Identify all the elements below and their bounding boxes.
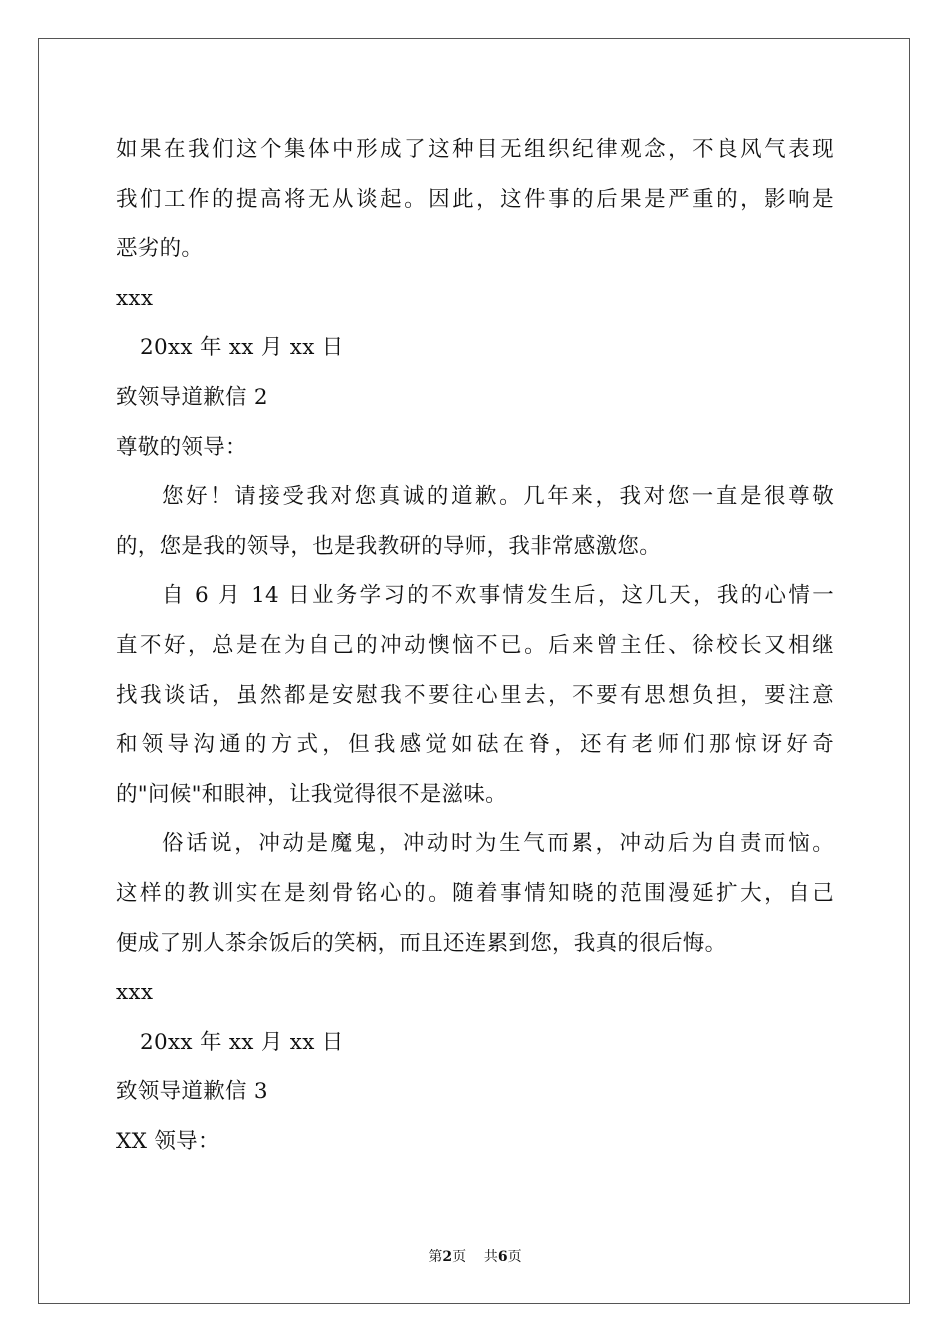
paragraph-line: 您好！请接受我对您真诚的道歉。几年来，我对您一直是很尊敬 bbox=[162, 484, 834, 510]
paragraph-line: 便成了别人茶余饭后的笑柄，而且还连累到您，我真的很后悔。 bbox=[116, 930, 727, 956]
paragraph-line: 恶劣的。 bbox=[116, 236, 204, 262]
signature: xxx bbox=[116, 980, 154, 1006]
paragraph-line: 俗话说，冲动是魔鬼，冲动时为生气而累，冲动后为自责而恼。 bbox=[162, 831, 834, 857]
document-body bbox=[116, 125, 834, 1166]
paragraph-line: 的"问候"和眼神，让我觉得很不是滋味。 bbox=[116, 781, 507, 807]
date-line: 20xx 年 xx 月 xx 日 bbox=[140, 1029, 344, 1055]
paragraph-line: 的，您是我的领导，也是我教研的导师，我非常感激您。 bbox=[116, 533, 662, 559]
paragraph-line: 如果在我们这个集体中形成了这种目无组织纪律观念，不良风气表现 bbox=[116, 137, 834, 162]
salutation: 尊敬的领导： bbox=[116, 434, 247, 460]
date-line: 20xx 年 xx 月 xx 日 bbox=[140, 335, 344, 361]
section-title: 致领导道歉信 3 bbox=[116, 1079, 268, 1105]
signature: xxx bbox=[116, 285, 154, 311]
page-footer bbox=[0, 1246, 950, 1266]
paragraph-line: 自 6 月 14 日业务学习的不欢事情发生后，这几天，我的心情一 bbox=[162, 583, 834, 609]
section-title: 致领导道歉信 2 bbox=[116, 384, 268, 410]
footer-suffix: 页 bbox=[507, 1249, 522, 1265]
salutation: XX 领导： bbox=[116, 1128, 220, 1154]
paragraph-line: 和领导沟通的方式，但我感觉如砝在脊，还有老师们那惊讶好奇 bbox=[116, 732, 834, 758]
paragraph-line: 找我谈话，虽然都是安慰我不要往心里去，不要有思想负担，要注意 bbox=[116, 682, 834, 708]
footer-prefix: 第 bbox=[428, 1249, 443, 1265]
paragraph-line: 直不好，总是在为自己的冲动懊恼不已。后来曾主任、徐校长又相继 bbox=[116, 632, 834, 658]
footer-current-page: 2 bbox=[442, 1249, 453, 1265]
paragraph-line: 我们工作的提高将无从谈起。因此，这件事的后果是严重的，影响是 bbox=[116, 186, 834, 212]
footer-mid: 页 共 bbox=[452, 1249, 498, 1265]
footer-total-pages: 6 bbox=[497, 1249, 508, 1265]
paragraph-line: 这样的教训实在是刻骨铭心的。随着事情知晓的范围漫延扩大，自己 bbox=[116, 880, 834, 906]
